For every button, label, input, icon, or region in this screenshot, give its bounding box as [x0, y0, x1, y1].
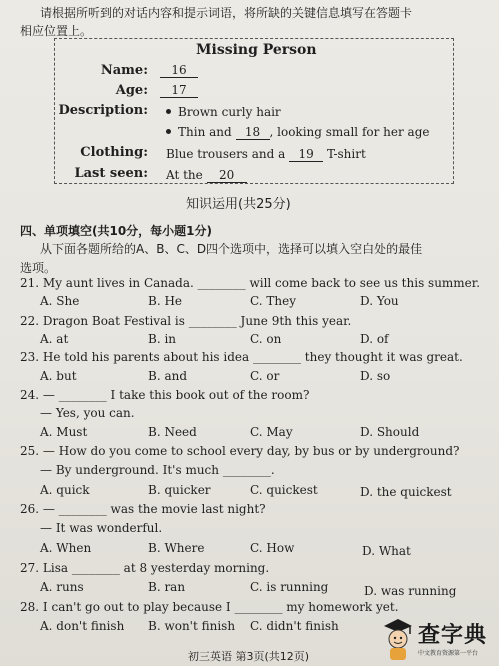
- q28-option-c: C. didn't finish: [250, 619, 339, 633]
- section-title: 知识运用(共25分): [186, 197, 291, 212]
- q27-option-a: A. runs: [40, 580, 84, 594]
- description-item-1: Brown curly hair: [166, 105, 281, 119]
- q26-option-d: D. What: [362, 544, 411, 558]
- page-footer: 初三英语 第3页(共12页): [188, 650, 310, 663]
- q28-option-a: A. don't finish: [40, 619, 125, 633]
- q23-option-d: D. so: [360, 369, 391, 383]
- q25-option-c: C. quickest: [250, 483, 318, 497]
- question-25: 25. — How do you come to school every day, by bus or by underground?: [20, 444, 460, 458]
- last-seen-label: Last seen:: [74, 166, 148, 181]
- q26-option-a: A. When: [40, 541, 92, 555]
- q23-option-c: C. or: [250, 369, 280, 383]
- question-27: 27. Lisa ________ at 8 yesterday morning.: [20, 561, 270, 575]
- name-blank: 16: [160, 63, 198, 78]
- q25-option-b: B. quicker: [148, 483, 211, 497]
- q22-option-b: B. in: [148, 332, 177, 346]
- q24-option-c: C. May: [250, 425, 293, 439]
- question-22: 22. Dragon Boat Festival is ________ June 9th this year.: [20, 314, 352, 328]
- q26-option-b: B. Where: [148, 541, 205, 555]
- q25-option-a: A. quick: [40, 483, 90, 497]
- blank-18: 18: [236, 125, 270, 140]
- q21-option-a: A. She: [40, 294, 80, 308]
- q21-option-d: D. You: [360, 294, 399, 308]
- clothing-value: Blue trousers and a 19 T-shirt: [166, 147, 366, 161]
- question-28: 28. I can't go out to play because I ________ my homework yet.: [20, 600, 399, 614]
- section-instruction-line2: 选项。: [20, 261, 57, 275]
- q25-response: — By underground. It's much ________.: [40, 463, 275, 477]
- logo-subtitle: 中文教育资源第一平台: [418, 650, 479, 657]
- q23-option-b: B. and: [148, 369, 188, 383]
- question-21: 21. My aunt lives in Canada. ________ will come back to see us this summer.: [20, 276, 481, 290]
- q27-option-b: B. ran: [148, 580, 186, 594]
- question-24: 24. — ________ I take this book out of the room?: [20, 388, 310, 402]
- table-title: Missing Person: [196, 42, 317, 58]
- graduate-mascot-icon: [380, 614, 416, 662]
- listening-instruction-line1: 请根据所听到的对话内容和提示词语，将所缺的关键信息填写在答题卡: [40, 6, 413, 20]
- section-heading: 四、单项填空(共10分，每小题1分): [20, 224, 213, 238]
- last-seen-value: At the 20: [166, 168, 247, 183]
- q27-option-c: C. is running: [250, 580, 329, 594]
- q27-option-d: D. was running: [364, 584, 457, 598]
- bullet-icon: [166, 109, 171, 114]
- name-label: Name:: [100, 63, 148, 78]
- age-blank: 17: [160, 83, 198, 98]
- q23-option-a: A. but: [40, 369, 77, 383]
- question-26: 26. — ________ was the movie last night?: [20, 502, 266, 516]
- section-instruction-line1: 从下面各题所给的A、B、C、D四个选项中，选择可以填入空白处的最佳: [40, 242, 423, 256]
- q22-option-d: D. of: [360, 332, 389, 346]
- blank-20: 20: [207, 168, 247, 183]
- q22-option-a: A. at: [40, 332, 69, 346]
- q26-option-c: C. How: [250, 541, 295, 555]
- q24-option-d: D. Should: [360, 425, 420, 439]
- question-23: 23. He told his parents about his idea ________ they thought it was great.: [20, 350, 463, 364]
- clothing-label: Clothing:: [80, 145, 148, 160]
- q25-option-d: D. the quickest: [360, 485, 452, 499]
- q24-option-b: B. Need: [148, 425, 197, 439]
- chazidian-logo: [380, 612, 496, 664]
- description-item-2: Thin and 18 , looking small for her age: [166, 125, 429, 140]
- blank-19: 19: [289, 147, 323, 162]
- q28-option-b: B. won't finish: [148, 619, 236, 633]
- q22-option-c: C. on: [250, 332, 282, 346]
- description-label: Description:: [58, 103, 148, 118]
- bullet-icon: [166, 129, 171, 134]
- logo-text: 查字典: [418, 623, 488, 648]
- q24-response: — Yes, you can.: [40, 406, 135, 420]
- listening-instruction-line2: 相应位置上。: [20, 24, 93, 38]
- q24-option-a: A. Must: [40, 425, 88, 439]
- q21-option-c: C. They: [250, 294, 296, 308]
- q21-option-b: B. He: [148, 294, 183, 308]
- q26-response: — It was wonderful.: [40, 521, 163, 535]
- age-label: Age:: [115, 83, 148, 98]
